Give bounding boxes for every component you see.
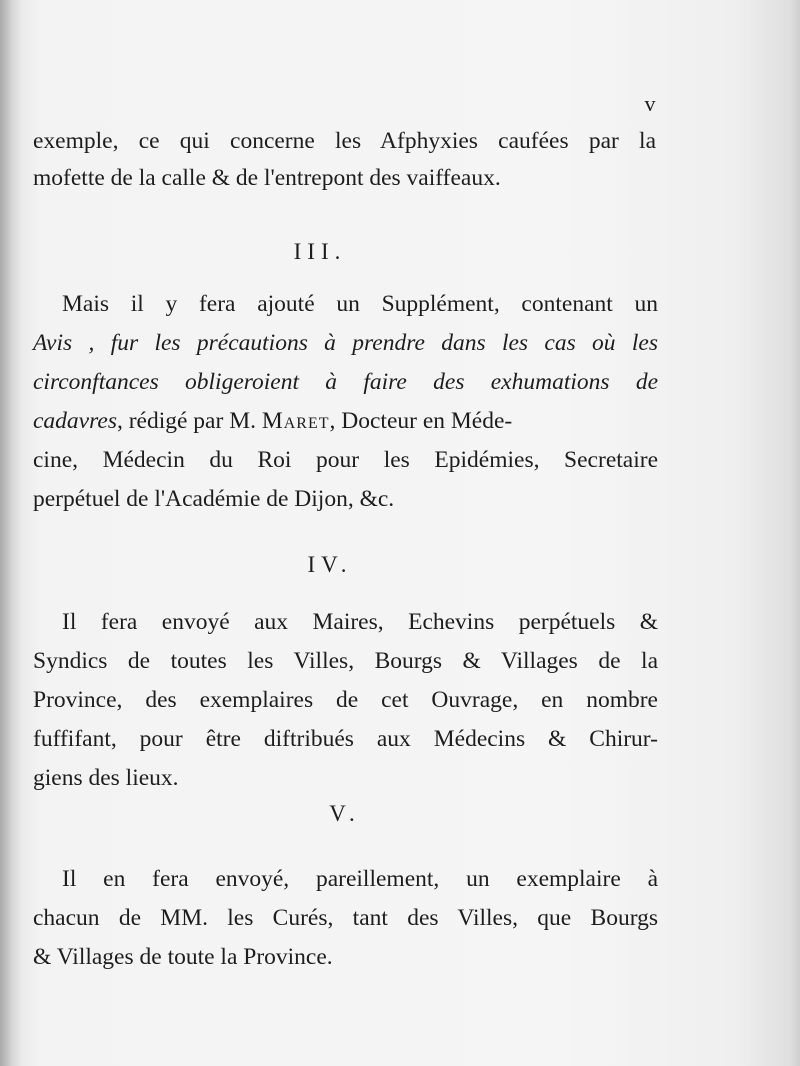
section-heading-iii: III.	[293, 239, 347, 264]
text-line: Syndics de toutes les Villes, Bourgs & Villages de la	[33, 648, 658, 674]
text-span: , rédigé par M.	[116, 408, 256, 434]
section-heading-v: V.	[329, 801, 361, 826]
text-line: perpétuel de l'Académie de Dijon, &c.	[33, 486, 395, 512]
text-line: Il en fera envoyé, pareillement, un exemplaire à	[62, 866, 658, 892]
text-line: mofette de la calle & de l'entrepont des vaiffeaux.	[33, 165, 501, 191]
text-line	[33, 406, 658, 436]
text-line: fuffifant, pour être diftribués aux Médecins & Chirur-	[33, 726, 658, 752]
page-edge-shadow	[790, 0, 800, 1066]
section-heading-iv: IV.	[307, 552, 353, 577]
text-line: & Villages de toute la Province.	[33, 944, 333, 970]
text-line: Il fera envoyé aux Maires, Echevins perpétuels &	[62, 609, 658, 635]
text-line	[33, 367, 658, 397]
text-line: cine, Médecin du Roi pour les Epidémies, Secretaire	[33, 447, 658, 473]
page-number: v	[644, 91, 656, 116]
text-line: chacun de MM. les Curés, tant des Villes, que Bourgs	[33, 905, 658, 931]
text-line: exemple, ce qui concerne les Afphyxies caufées par la	[33, 128, 656, 154]
author-name: Maret	[261, 408, 330, 434]
page-gutter-shadow	[0, 0, 22, 1066]
text-line: giens des lieux.	[33, 765, 179, 791]
text-line: Mais il y fera ajouté un Supplément, contenant un	[62, 291, 658, 317]
text-line	[33, 328, 658, 358]
text-line: Province, des exemplaires de cet Ouvrage, en nombre	[33, 687, 658, 713]
italic-text: Avis , fur les précautions à prendre dans les cas où les	[33, 330, 658, 356]
italic-text: cadavres	[33, 408, 117, 434]
text-span: , Docteur en Méde-	[329, 408, 513, 434]
italic-text: circonftances obligeroient à faire des exhumations de	[33, 369, 658, 395]
